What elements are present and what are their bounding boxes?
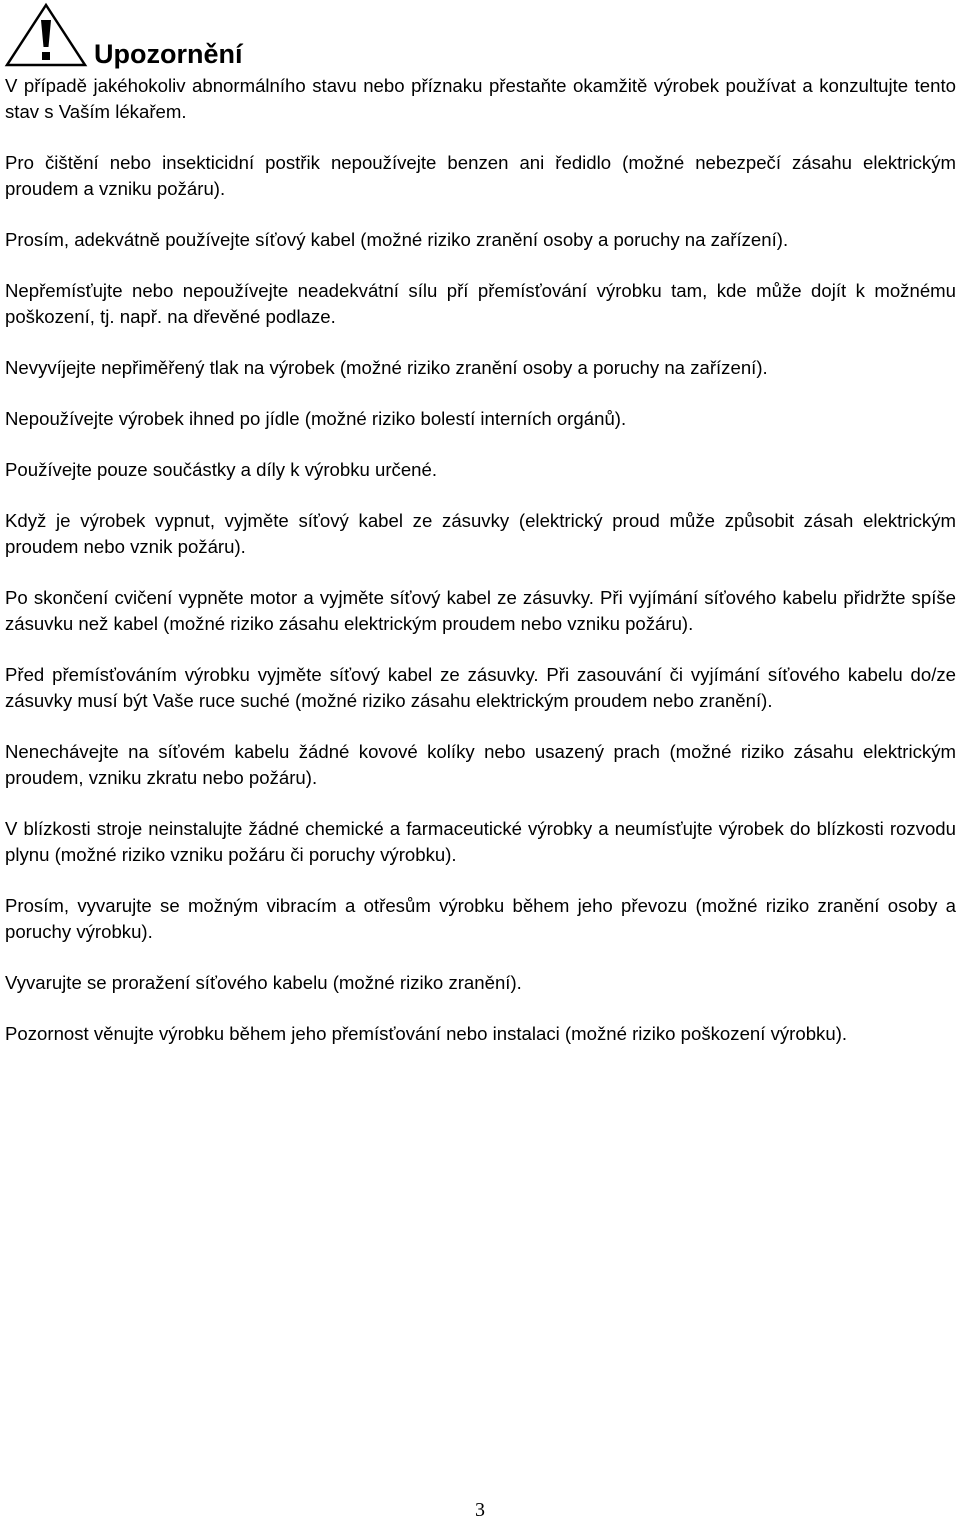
warning-paragraph: Prosím, vyvarujte se možným vibracím a otřesům výrobku během jeho převozu (možné riziko zranění osoby a poruchy výrobku). bbox=[5, 895, 956, 942]
warning-paragraph: Používejte pouze součástky a díly k výrobku určené. bbox=[5, 459, 438, 480]
warning-paragraph: V případě jakéhokoliv abnormálního stavu nebo příznaku přestaňte okamžitě výrobek používat a konzultujte tento stav s Vaším lékařem. bbox=[5, 75, 956, 122]
warning-paragraph: Nevyvíjejte nepřiměřený tlak na výrobek (možné riziko zranění osoby a poruchy na zařízení). bbox=[5, 357, 768, 378]
warning-triangle-icon bbox=[4, 2, 88, 68]
warning-paragraph: Nepoužívejte výrobek ihned po jídle (možné riziko bolestí interních orgánů). bbox=[5, 408, 627, 429]
warning-paragraph: Pro čištění nebo insekticidní postřik nepoužívejte benzen ani ředidlo (možné nebezpečí zásahu elektrickým proudem a vzniku požáru). bbox=[5, 152, 956, 199]
warning-paragraph: Když je výrobek vypnut, vyjměte síťový kabel ze zásuvky (elektrický proud může způsobit zásah elektrickým proudem nebo vznik požáru). bbox=[5, 510, 956, 557]
page-number: 3 bbox=[475, 1499, 485, 1521]
warning-paragraph: Nepřemísťujte nebo nepoužívejte neadekvátní sílu pří přemísťování výrobku tam, kde může dojít k možnému poškození, tj. např. na dřevěné podlaze. bbox=[5, 280, 956, 327]
warning-list bbox=[5, 73, 956, 1072]
page-title: Upozornění bbox=[94, 39, 243, 69]
warning-header bbox=[4, 2, 604, 68]
warning-paragraph: Před přemísťováním výrobku vyjměte síťový kabel ze zásuvky. Při zasouvání či vyjímání síťového kabelu do/ze zásuvky musí být Vaše ruce suché (možné riziko zásahu elektrickým proudem nebo zranění). bbox=[5, 664, 956, 711]
warning-paragraph: Prosím, adekvátně používejte síťový kabel (možné riziko zranění osoby a poruchy na zařízení). bbox=[5, 229, 789, 250]
warning-paragraph: Pozornost věnujte výrobku během jeho přemísťování nebo instalaci (možné riziko poškození výrobku). bbox=[5, 1023, 848, 1044]
warning-paragraph: Po skončení cvičení vypněte motor a vyjměte síťový kabel ze zásuvky. Při vyjímání síťového kabelu přidržte spíše zásuvku než kabel (možné riziko zásahu elektrickým proudem nebo vzniku požáru). bbox=[5, 587, 956, 634]
warning-paragraph: Vyvarujte se proražení síťového kabelu (možné riziko zranění). bbox=[5, 972, 522, 993]
warning-paragraph: V blízkosti stroje neinstalujte žádné chemické a farmaceutické výrobky a neumísťujte výrobek do blízkosti rozvodu plynu (možné riziko vzniku požáru či poruchy výrobku). bbox=[5, 818, 956, 865]
warning-paragraph: Nenechávejte na síťovém kabelu žádné kovové kolíky nebo usazený prach (možné riziko zásahu elektrickým proudem, vzniku zkratu nebo požáru). bbox=[5, 741, 956, 788]
